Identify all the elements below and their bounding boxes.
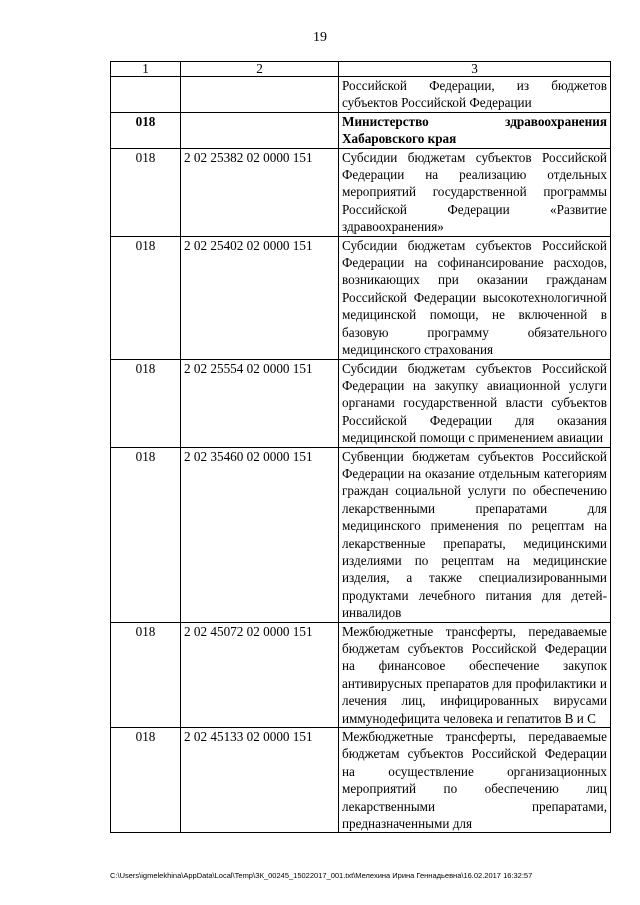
revenue-code-cell: 2 02 25382 02 0000 151 (181, 148, 339, 236)
revenue-code-cell (181, 77, 339, 113)
revenue-code-cell: 2 02 35460 02 0000 151 (181, 447, 339, 622)
revenue-code-cell: 2 02 25554 02 0000 151 (181, 359, 339, 447)
revenue-code-cell: 2 02 25402 02 0000 151 (181, 236, 339, 359)
revenue-code-cell: 2 02 45133 02 0000 151 (181, 728, 339, 833)
admin-code-cell: 018 (111, 622, 181, 727)
table-row (111, 359, 611, 447)
table-header-row (111, 62, 611, 77)
page-number: 19 (313, 30, 327, 45)
table-row (111, 148, 611, 236)
table-row (111, 728, 611, 833)
revenue-table (110, 61, 611, 833)
admin-code-cell (111, 77, 181, 113)
revenue-code-cell (181, 112, 339, 148)
admin-code-cell: 018 (111, 447, 181, 622)
admin-code-cell: 018 (111, 112, 181, 148)
description-cell: Субсидии бюджетам субъектов Российской Федерации на закупку авиационной услуги органами государственной власти субъектов Российской Федерации для оказания медицинской помощи с применением авиации (339, 359, 611, 447)
column-header-3: 3 (339, 62, 611, 77)
table-row (111, 112, 611, 148)
admin-code-cell: 018 (111, 148, 181, 236)
admin-code-cell: 018 (111, 236, 181, 359)
table-row (111, 622, 611, 727)
table-row (111, 77, 611, 113)
admin-code-cell: 018 (111, 359, 181, 447)
admin-code-cell: 018 (111, 728, 181, 833)
description-cell: Министерство здравоохранения Хабаровского края (339, 112, 611, 148)
description-cell: Межбюджетные трансферты, передаваемые бюджетам субъектов Российской Федерации на финансовое обеспечение закупок антивирусных препаратов для профилактики и лечения лиц, инфицированных вирусами иммунодефицита человека и гепатитов B и C (339, 622, 611, 727)
column-header-2: 2 (181, 62, 339, 77)
description-cell: Межбюджетные трансферты, передаваемые бюджетам субъектов Российской Федерации на осуществление организационных мероприятий по обеспечению лиц лекарственными препаратами, предназначенными для (339, 728, 611, 833)
description-cell: Субсидии бюджетам субъектов Российской Федерации на реализацию отдельных мероприятий государственной программы Российской Федерации «Развитие здравоохранения» (339, 148, 611, 236)
table-row (111, 447, 611, 622)
column-header-1: 1 (111, 62, 181, 77)
revenue-code-cell: 2 02 45072 02 0000 151 (181, 622, 339, 727)
table-body (111, 77, 611, 833)
description-cell: Российской Федерации, из бюджетов субъектов Российской Федерации (339, 77, 611, 113)
file-path-footer: C:\Users\igmelekhina\AppData\Local\Temp\ЗК_00245_15022017_001.txt\Мелехина Ирина Геннадьевна\16.02.2017 16:32:57 (110, 871, 533, 880)
description-cell: Субсидии бюджетам субъектов Российской Федерации на софинансирование расходов, возникающих при оказании гражданам Российской Федерации высокотехнологичной медицинской помощи, не включенной в базовую программу обязательного медицинского страхования (339, 236, 611, 359)
description-cell: Субвенции бюджетам субъектов Российской Федерации на оказание отдельным категориям граждан социальной услуги по обеспечению лекарственными препаратами для медицинского применения по рецептам на лекарственные препараты, медицинскими изделиями по рецептам на медицинские изделия, а также специализированными продуктами лечебного питания для детей-инвалидов (339, 447, 611, 622)
table-row (111, 236, 611, 359)
